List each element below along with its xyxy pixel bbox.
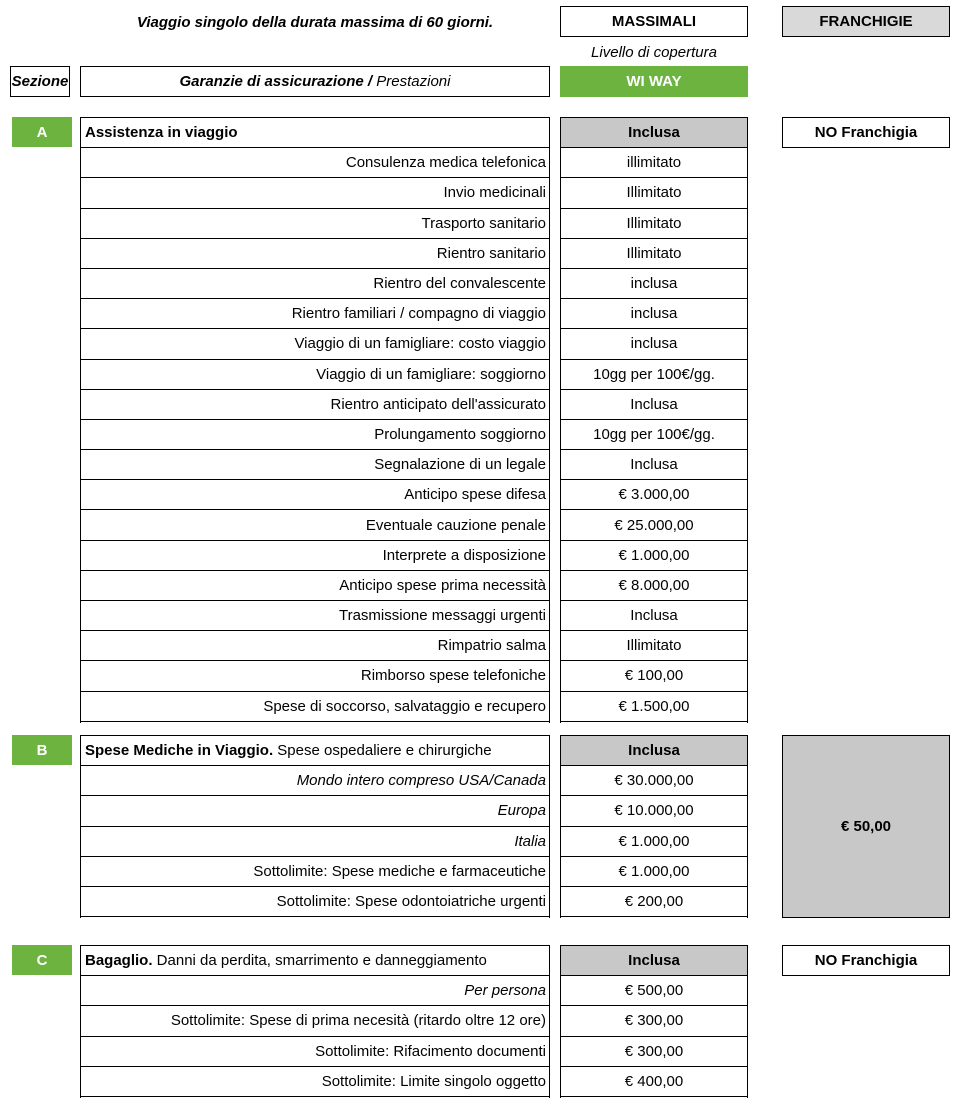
massimale-value: € 1.000,00: [561, 541, 747, 571]
guarantee-label: Anticipo spese prima necessità: [81, 571, 549, 601]
massimale-value: € 1.000,00: [561, 857, 747, 887]
guarantee-label: Interprete a disposizione: [81, 541, 549, 571]
section-title: [81, 118, 549, 148]
massimale-value: € 10.000,00: [561, 796, 747, 826]
massimali-header: MASSIMALI: [560, 6, 748, 37]
massimale-value: Illimitato: [561, 239, 747, 269]
massimale-value: Inclusa: [561, 601, 747, 631]
guarantee-label: Rimpatrio salma: [81, 631, 549, 661]
guarantee-label: Viaggio di un famigliare: costo viaggio: [81, 329, 549, 359]
guarantee-label: Rientro familiari / compagno di viaggio: [81, 299, 549, 329]
section-letter-a: A: [12, 117, 72, 147]
massimale-value: € 25.000,00: [561, 510, 747, 540]
guarantee-label: Segnalazione di un legale: [81, 450, 549, 480]
section-c-franchigia: NO Franchigia: [782, 945, 950, 976]
guarantee-label: Sottolimite: Spese mediche e farmaceutiche: [81, 857, 549, 887]
section-title: [81, 946, 549, 976]
section-c-guarantees-table: [80, 945, 550, 1098]
massimale-value: € 1.000,00: [561, 827, 747, 857]
massimale-value: € 3.000,00: [561, 480, 747, 510]
guarantee-label: Sottolimite: Rifacimento documenti: [81, 1037, 549, 1067]
guarantee-label: Trasmissione messaggi urgenti: [81, 601, 549, 631]
massimale-value: € 30.000,00: [561, 766, 747, 796]
guarantees-label: [80, 66, 550, 97]
section-title-rest: Danni da perdita, smarrimento e danneggiamento: [152, 952, 487, 970]
section-letter-b: B: [12, 735, 72, 765]
section-title: [81, 736, 549, 766]
section-label: Sezione: [10, 66, 70, 97]
massimale-value: € 8.000,00: [561, 571, 747, 601]
guarantee-label: Italia: [81, 827, 549, 857]
guarantee-label: Rimborso spese telefoniche: [81, 661, 549, 691]
massimale-value: € 200,00: [561, 887, 747, 917]
massimale-head: Inclusa: [561, 736, 747, 766]
massimale-head: Inclusa: [561, 946, 747, 976]
massimale-value: inclusa: [561, 329, 747, 359]
guarantee-label: Viaggio di un famigliare: soggiorno: [81, 360, 549, 390]
massimale-head: Inclusa: [561, 118, 747, 148]
massimale-value: Illimitato: [561, 178, 747, 208]
guarantee-label: Per persona: [81, 976, 549, 1006]
massimale-value: € 1.500,00: [561, 692, 747, 722]
section-b-guarantees-table: [80, 735, 550, 918]
coverage-level-label: Livello di copertura: [591, 43, 717, 61]
guarantee-label: Rientro anticipato dell'assicurato: [81, 390, 549, 420]
section-a-franchigia: NO Franchigia: [782, 117, 950, 148]
guarantee-label: Invio medicinali: [81, 178, 549, 208]
massimale-value: 10gg per 100€/gg.: [561, 420, 747, 450]
franchigie-header: FRANCHIGIE: [782, 6, 950, 37]
guarantee-label: Rientro del convalescente: [81, 269, 549, 299]
section-b-franchigia: € 50,00: [782, 735, 950, 918]
guarantee-label: Europa: [81, 796, 549, 826]
massimale-value: Illimitato: [561, 631, 747, 661]
massimale-value: € 100,00: [561, 661, 747, 691]
section-title-rest: Spese ospedaliere e chirurgiche: [273, 742, 492, 760]
massimale-value: € 400,00: [561, 1067, 747, 1097]
trip-title: Viaggio singolo della durata massima di 60 giorni.: [136, 13, 494, 31]
section-c-massimali-table: [560, 945, 748, 1098]
plan-name-badge: WI WAY: [560, 66, 748, 97]
guarantee-label: Eventuale cauzione penale: [81, 510, 549, 540]
guarantee-label: Sottolimite: Limite singolo oggetto: [81, 1067, 549, 1097]
massimale-value: Inclusa: [561, 390, 747, 420]
massimale-value: € 300,00: [561, 1037, 747, 1067]
section-letter-c: C: [12, 945, 72, 975]
massimale-value: illimitato: [561, 148, 747, 178]
guarantee-label: Rientro sanitario: [81, 239, 549, 269]
guarantee-label: Anticipo spese difesa: [81, 480, 549, 510]
guarantee-label: Sottolimite: Spese odontoiatriche urgenti: [81, 887, 549, 917]
massimale-value: Inclusa: [561, 450, 747, 480]
guarantee-label: Mondo intero compreso USA/Canada: [81, 766, 549, 796]
guarantee-label: Consulenza medica telefonica: [81, 148, 549, 178]
section-a-guarantees-table: [80, 117, 550, 723]
guarantees-label-italic: Prestazioni: [376, 73, 451, 90]
massimale-value: € 300,00: [561, 1006, 747, 1036]
section-title-bold: Bagaglio.: [85, 952, 153, 970]
massimale-value: 10gg per 100€/gg.: [561, 360, 747, 390]
guarantee-label: Sottolimite: Spese di prima necesità (ritardo oltre 12 ore): [81, 1006, 549, 1036]
guarantee-label: Trasporto sanitario: [81, 209, 549, 239]
guarantees-label-bold: Garanzie di assicurazione /: [179, 73, 373, 90]
section-title-bold: Assistenza in viaggio: [85, 124, 238, 142]
section-title-bold: Spese Mediche in Viaggio.: [85, 742, 274, 760]
section-b-massimali-table: [560, 735, 748, 918]
guarantee-label: Spese di soccorso, salvataggio e recupero: [81, 692, 549, 722]
massimale-value: inclusa: [561, 269, 747, 299]
massimale-value: inclusa: [561, 299, 747, 329]
massimale-value: € 500,00: [561, 976, 747, 1006]
guarantee-label: Prolungamento soggiorno: [81, 420, 549, 450]
massimale-value: Illimitato: [561, 209, 747, 239]
section-a-massimali-table: [560, 117, 748, 723]
